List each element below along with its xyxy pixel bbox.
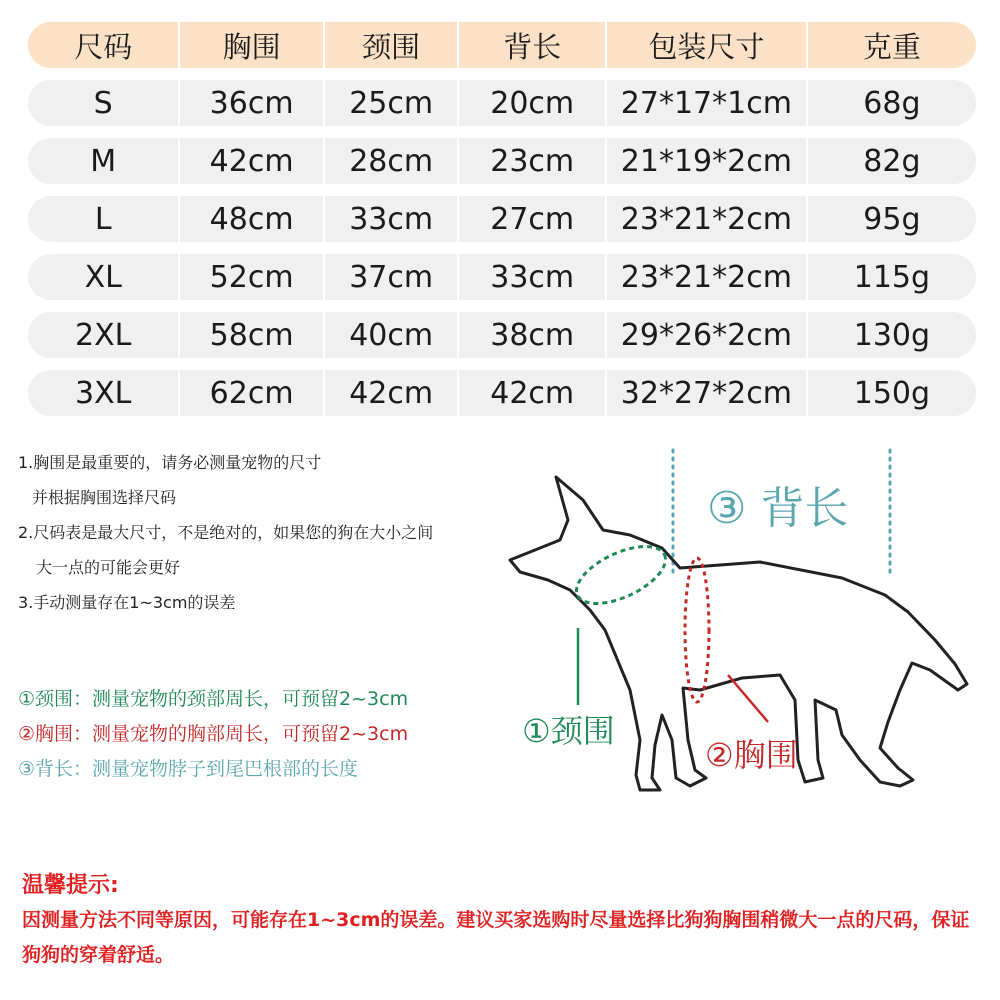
table-cell: 27*17*1cm: [605, 80, 806, 126]
table-cell: 27cm: [457, 196, 604, 242]
table-cell: 33cm: [457, 254, 604, 300]
table-row: [28, 254, 976, 300]
table-cell: M: [90, 143, 117, 179]
table-cell: XL: [84, 259, 122, 295]
neck-label: ①颈围: [522, 712, 615, 750]
table-cell: 58cm: [178, 312, 322, 358]
table-cell: 28cm: [323, 138, 458, 184]
table-cell: 42cm: [323, 370, 458, 416]
table-cell: 38cm: [457, 312, 604, 358]
chest-label: ②胸围: [705, 736, 798, 774]
table-cell: 40cm: [323, 312, 458, 358]
note-line: 大一点的可能会更好: [36, 558, 181, 577]
table-cell: 20cm: [457, 80, 604, 126]
tip-title: 温馨提示:: [22, 873, 119, 898]
table-cell: 42cm: [178, 138, 322, 184]
table-cell: 25cm: [323, 80, 458, 126]
table-cell: 150g: [806, 370, 976, 416]
table-cell: 68g: [806, 80, 976, 126]
table-cell: 33cm: [323, 196, 458, 242]
table-row: [28, 370, 976, 416]
note-line: 3.手动测量存在1~3cm的误差: [18, 593, 236, 612]
header-cell: 包装尺寸: [605, 22, 806, 68]
legend-back: ③背长：测量宠物脖子到尾巴根部的长度: [18, 758, 359, 780]
legend-neck: ①颈围：测量宠物的颈部周长，可预留2~3cm: [18, 688, 409, 710]
table-row: [28, 312, 976, 358]
table-cell: 95g: [806, 196, 976, 242]
table-row: [28, 80, 976, 126]
header-cell: 背长: [457, 22, 604, 68]
back-length-label: ③ 背长: [707, 483, 849, 534]
table-row: [28, 196, 976, 242]
note-line: 2.尺码表是最大尺寸，不是绝对的，如果您的狗在大小之间: [18, 523, 434, 542]
table-cell: 2XL: [75, 317, 132, 353]
note-line: 并根据胸围选择尺码: [32, 488, 177, 507]
table-cell: 23*21*2cm: [605, 254, 806, 300]
table-cell: L: [94, 201, 112, 237]
table-cell: 23cm: [457, 138, 604, 184]
table-cell: 48cm: [178, 196, 322, 242]
note-line: 1.胸围是最重要的，请务必测量宠物的尺寸: [18, 453, 322, 472]
table-cell: 21*19*2cm: [605, 138, 806, 184]
table-cell: 32*27*2cm: [605, 370, 806, 416]
table-cell: 42cm: [457, 370, 604, 416]
tip-text: 因测量方法不同等原因，可能存在1~3cm的误差。建议买家选购时尽量选择比狗狗胸围稍微大一点的尺码，保证狗狗的穿着舒适。: [22, 909, 970, 966]
table-cell: 130g: [806, 312, 976, 358]
header-cell: 颈围: [323, 22, 458, 68]
table-cell: 82g: [806, 138, 976, 184]
table-header-row: [28, 22, 976, 68]
table-cell: 62cm: [178, 370, 322, 416]
header-cell: 克重: [806, 22, 976, 68]
legend-chest: ②胸围：测量宠物的胸部周长，可预留2~3cm: [18, 723, 409, 745]
header-cell: 胸围: [178, 22, 322, 68]
table-cell: 3XL: [75, 375, 132, 411]
table-cell: 23*21*2cm: [605, 196, 806, 242]
header-cell: 尺码: [74, 29, 133, 64]
table-cell: S: [93, 85, 113, 121]
table-row: [28, 138, 976, 184]
table-cell: 115g: [806, 254, 976, 300]
table-cell: 29*26*2cm: [605, 312, 806, 358]
table-cell: 36cm: [178, 80, 322, 126]
table-cell: 37cm: [323, 254, 458, 300]
table-cell: 52cm: [178, 254, 322, 300]
